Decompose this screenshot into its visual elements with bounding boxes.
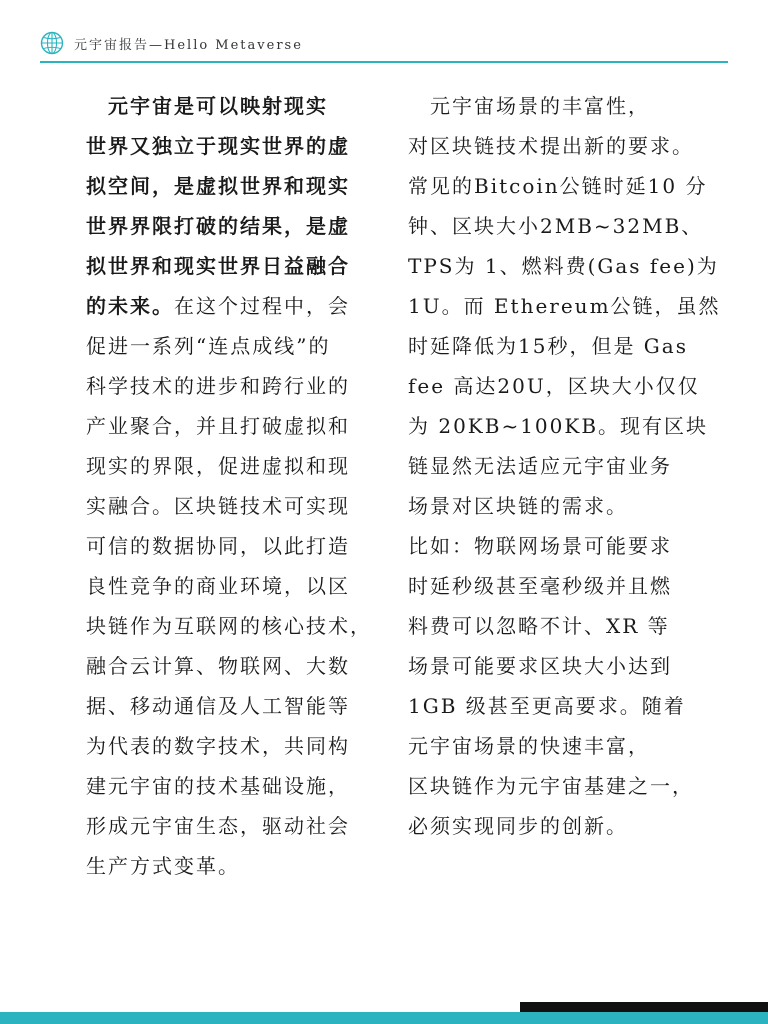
right-text-line: 时延秒级甚至毫秒级并且燃 bbox=[408, 574, 672, 598]
left-text-line bbox=[86, 126, 386, 166]
right-text-line: 元宇宙场景的快速丰富， bbox=[408, 734, 650, 758]
left-text-line bbox=[86, 646, 386, 686]
left-text-line bbox=[86, 206, 386, 246]
left-text-line bbox=[86, 326, 386, 366]
left-text-line bbox=[86, 486, 386, 526]
left-text-segment: 科学技术的进步和跨行业的 bbox=[86, 374, 350, 398]
left-text-segment: 形成元宇宙生态，驱动社会 bbox=[86, 814, 350, 838]
right-text-line: 常见的Bitcoin公链时延10 分 bbox=[408, 174, 708, 198]
left-text-segment: 世界界限打破的结果，是虚 bbox=[86, 214, 350, 238]
right-text-line: 元宇宙场景的丰富性， bbox=[408, 94, 650, 118]
left-text-line bbox=[86, 406, 386, 446]
left-text-line bbox=[86, 726, 386, 766]
left-text-segment: 促进一系列“连点成线”的 bbox=[86, 334, 331, 358]
left-text-segment: 建元宇宙的技术基础设施， bbox=[86, 774, 350, 798]
right-text-line: 钟、区块大小2MB~32MB、 bbox=[408, 214, 704, 238]
right-text-line: 对区块链技术提出新的要求。 bbox=[408, 134, 694, 158]
left-text-segment: 可信的数据协同，以此打造 bbox=[86, 534, 350, 558]
left-text-line bbox=[86, 366, 386, 406]
left-text-line bbox=[86, 806, 386, 846]
left-text-segment: 块链作为互联网的核心技术， bbox=[86, 614, 372, 638]
footer-black-bar bbox=[520, 1002, 768, 1012]
left-text-line bbox=[86, 86, 386, 126]
right-text-line: 场景可能要求区块大小达到 bbox=[408, 654, 672, 678]
left-text-line bbox=[86, 286, 386, 326]
left-text-line bbox=[86, 606, 386, 646]
left-text-segment: 产业聚合，并且打破虚拟和 bbox=[86, 414, 350, 438]
footer-teal-bar bbox=[0, 1012, 768, 1024]
header-divider bbox=[40, 61, 728, 63]
left-text-segment: 实融合。区块链技术可实现 bbox=[86, 494, 350, 518]
right-text-line: fee 高达20U，区块大小仅仅 bbox=[408, 374, 700, 398]
right-column bbox=[408, 86, 721, 846]
right-text-line: 料费可以忽略不计、XR 等 bbox=[408, 614, 670, 638]
left-text-segment: 的未来。 bbox=[86, 294, 174, 318]
right-text-line: 必须实现同步的创新。 bbox=[408, 814, 628, 838]
left-text-segment: 融合云计算、物联网、大数 bbox=[86, 654, 350, 678]
right-text-line: TPS为 1、燃料费(Gas fee)为 bbox=[408, 254, 719, 278]
left-text-segment: 生产方式变革。 bbox=[86, 854, 240, 878]
left-text-line bbox=[86, 846, 386, 886]
left-text-suffix: 在这个过程中，会 bbox=[174, 294, 350, 318]
left-text-line bbox=[86, 766, 386, 806]
left-text-line bbox=[86, 166, 386, 206]
left-text-line bbox=[86, 446, 386, 486]
left-column bbox=[86, 86, 386, 886]
right-text-line: 1U。而 Ethereum公链，虽然 bbox=[408, 294, 721, 318]
left-text-line bbox=[86, 246, 386, 286]
left-text-segment: 现实的界限，促进虚拟和现 bbox=[86, 454, 350, 478]
right-text-line: 场景对区块链的需求。 bbox=[408, 494, 628, 518]
page-header bbox=[40, 28, 728, 58]
left-text-segment: 拟空间，是虚拟世界和现实 bbox=[86, 174, 350, 198]
right-text-line: 时延降低为15秒，但是 Gas bbox=[408, 334, 688, 358]
right-text-line: 为 20KB~100KB。现有区块 bbox=[408, 414, 709, 438]
left-text-segment: 元宇宙是可以映射现实 bbox=[86, 94, 328, 118]
header-title: 元宇宙报告—Hello Metaverse bbox=[74, 37, 303, 53]
left-text-line bbox=[86, 686, 386, 726]
left-text-segment: 良性竞争的商业环境，以区 bbox=[86, 574, 350, 598]
globe-icon bbox=[40, 31, 64, 55]
left-text-segment: 据、移动通信及人工智能等 bbox=[86, 694, 350, 718]
left-text-segment: 为代表的数字技术，共同构 bbox=[86, 734, 350, 758]
right-text-line: 区块链作为元宇宙基建之一， bbox=[408, 774, 694, 798]
right-text-line: 链显然无法适应元宇宙业务 bbox=[408, 454, 672, 478]
left-text-line bbox=[86, 526, 386, 566]
right-text-line: 比如：物联网场景可能要求 bbox=[408, 534, 672, 558]
left-text-line bbox=[86, 566, 386, 606]
left-text-segment: 拟世界和现实世界日益融合 bbox=[86, 254, 350, 278]
right-text-line: 1GB 级甚至更高要求。随着 bbox=[408, 694, 686, 718]
left-text-segment: 世界又独立于现实世界的虚 bbox=[86, 134, 350, 158]
